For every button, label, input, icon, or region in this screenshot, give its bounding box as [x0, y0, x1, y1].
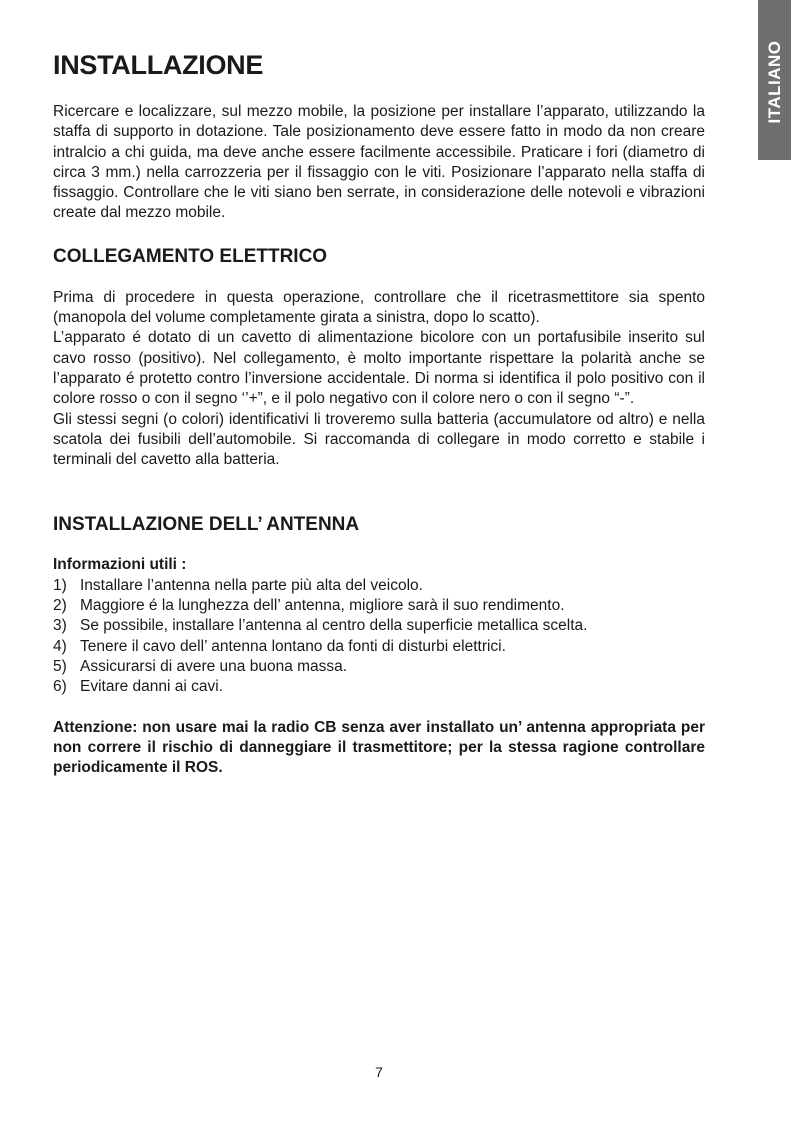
info-list	[53, 576, 705, 698]
list-item: 4) Tenere il cavo dell’ antenna lontano da fonti di disturbi elettrici.	[53, 637, 506, 655]
section-title-antenna: INSTALLAZIONE DELL’ ANTENNA	[53, 514, 360, 536]
section-title-collegamento: COLLEGAMENTO ELETTRICO	[53, 245, 328, 267]
list-item: 3) Se possibile, installare l’antenna al centro della superficie metallica scelta.	[53, 617, 588, 635]
installazione-body: Ricercare e localizzare, sul mezzo mobile, la posizione per installare l’apparato, utilizzando la staffa di supporto in dotazione. Tale posizionamento deve essere fatto in modo da non creare intralcio a chi guida, ma deve anche essere facilmente accessibile. Praticare i fori (diametro di circa 3 mm.) nella carrozzeria per il fissaggio con le viti. Posizionare l’apparato nella staffa di fissaggio. Controllare che le viti siano ben serrate, in considerazione delle notevoli e vibrazioni create dal mezzo mobile.	[53, 103, 705, 222]
collegamento-paragraph-2: L’apparato é dotato di un cavetto di alimentazione bicolore con un portafusibile inserito sul cavo rosso (positivo). Nel collegamento, è molto importante rispettare la polarità anche se l’apparato é protetto contro l’inversione accidentale. Di norma si identifica il polo positivo con il colore rosso o con il segno ‘’+”, e il polo negativo con il colore nero o con il segno “-”.	[53, 329, 705, 408]
list-item: 5) Assicurarsi di avere una buona massa.	[53, 657, 348, 675]
list-item: 2) Maggiore é la lunghezza dell’ antenna, migliore sarà il suo rendimento.	[53, 597, 565, 615]
info-subtitle: Informazioni utili :	[53, 556, 187, 574]
collegamento-paragraph-3: Gli stessi segni (o colori) identificativi li troveremo sulla batteria (accumulatore od altro) e nella scatola dei fusibili dell’automobile. Si raccomanda di collegare in modo corretto e stabile i terminali del cavetto alla batteria.	[53, 410, 705, 469]
section-title-installazione: INSTALLAZIONE	[53, 50, 264, 80]
warning-note: Attenzione: non usare mai la radio CB senza aver installato un’ antenna appropriata per non correre il rischio di danneggiare il trasmettitore; per la stessa ragione controllare periodicamente il ROS.	[53, 718, 705, 777]
language-tab-label: ITALIANO	[764, 40, 784, 124]
page-number: 7	[375, 1064, 383, 1080]
collegamento-paragraph-1: Prima di procedere in questa operazione, controllare che il ricetrasmettitore sia spento (manopola del volume completamente girata a sinistra, dopo lo scatto).	[53, 288, 705, 327]
language-tab	[758, 0, 791, 160]
list-item: 6) Evitare danni ai cavi.	[53, 678, 224, 696]
list-item: 1) Installare l’antenna nella parte più alta del veicolo.	[53, 576, 423, 594]
page-content	[53, 48, 705, 778]
